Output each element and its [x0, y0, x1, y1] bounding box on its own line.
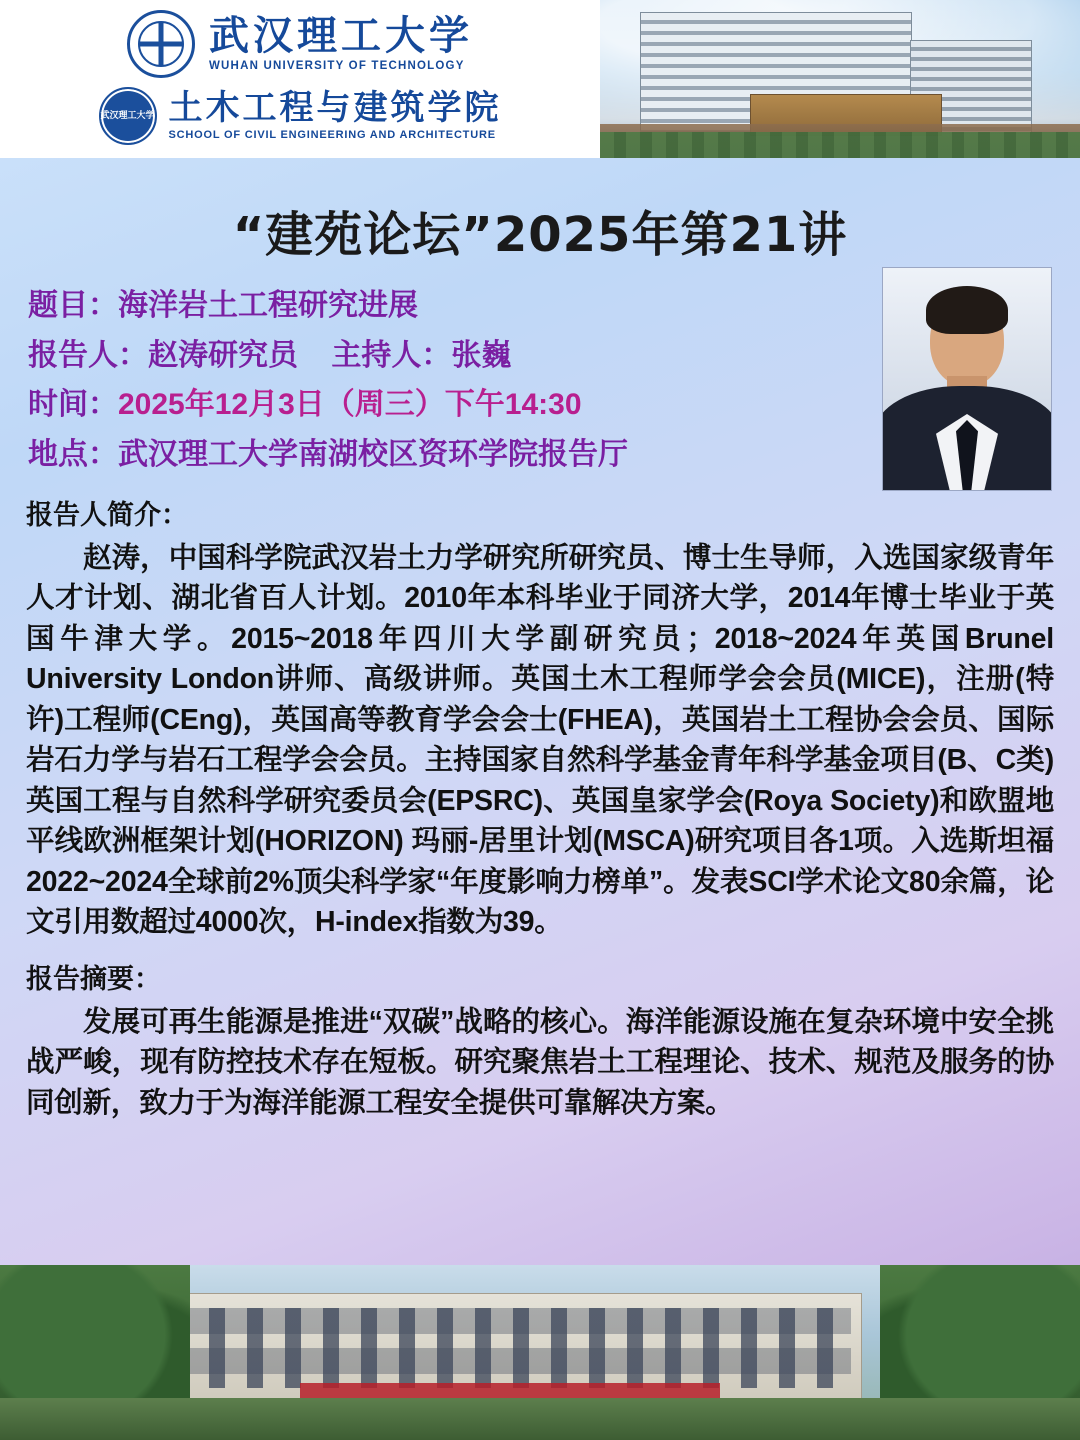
topic-label: 题目： [28, 289, 118, 322]
event-info [0, 275, 1080, 479]
bio-heading: 报告人简介： [26, 500, 188, 530]
header-campus-photo [600, 0, 1080, 158]
footer-campus-photo [0, 1265, 1080, 1440]
abstract-text: 发展可再生能源是推进“双碳”战略的核心。海洋能源设施在复杂环境中安全挑战严峻，现有防控技术存在短板。研究聚焦岩土工程理论、技术、规范及服务的协同创新，致力于为海洋能源工程安全提供可靠解决方案。 [26, 1005, 1054, 1119]
university-seal-icon [127, 10, 195, 78]
footer-banner [300, 1383, 720, 1399]
portrait-hair [926, 286, 1008, 334]
time-value: 2025年12月3日（周三）下午14:30 [118, 388, 582, 421]
host-label: 主持人： [331, 338, 452, 372]
photo-trees [600, 132, 1080, 158]
school-name-block [169, 91, 502, 141]
bio-section [0, 493, 1080, 943]
school-seal-icon: 武汉理工大学 [99, 87, 157, 145]
university-name-block [209, 11, 473, 73]
speaker-value: 赵涛研究员 [148, 338, 298, 372]
footer-building-windows [171, 1308, 851, 1388]
school-name-en: SCHOOL OF CIVIL ENGINEERING AND ARCHITECTURE [168, 129, 496, 141]
place-label: 地点： [28, 437, 118, 471]
university-name-cn: 武汉理工大学 [209, 11, 473, 59]
university-name-en: WUHAN UNIVERSITY OF TECHNOLOGY [209, 59, 465, 72]
footer-ground [0, 1398, 1080, 1440]
page-title: “建苑论坛”2025年第21讲 [232, 207, 848, 263]
abstract-section [0, 957, 1080, 1123]
header-logos [0, 0, 600, 158]
school-name-cn: 土木工程与建筑学院 [168, 89, 502, 127]
university-logo-row [127, 7, 473, 81]
poster-header [0, 0, 1080, 158]
speaker-portrait [882, 267, 1052, 491]
host-value: 张巍 [451, 338, 512, 372]
topic-value: 海洋岩土工程研究进展 [118, 289, 418, 322]
time-label: 时间： [28, 388, 118, 421]
bio-text: 赵涛，中国科学院武汉岩土力学研究所研究员、博士生导师，入选国家级青年人才计划、湖北省百人计划。2010年本科毕业于同济大学，2014年博士毕业于英国牛津大学。2015~2018年四川大学副研究员；2018~2024年英国Brunel University London讲师、高级讲师。英国土木工程师学会会员(MICE)，注册(特许)工程师(CEng)，英国高等教育学会会士(FHEA)，英国岩土工程协会会员、国际岩石力学与岩石工程学会会员。主持国家自然科学基金青年科学基金项目(B、C类)英国工程与自然科学研究委员会(EPSRC)、英国皇家学会(Roya Society)和欧盟地平线欧洲框架计划(HORIZON) 玛丽-居里计划(MSCA)研究项目各1项。入选斯坦福2022~2024全球前2%顶尖科学家“年度影响力榜单”。发表SCI学术论文80余篇，论文引用数超过4000次，H-index指数为39。 [26, 542, 1054, 939]
abstract-heading: 报告摘要： [26, 963, 161, 994]
speaker-label: 报告人： [28, 338, 148, 372]
school-logo-row [99, 81, 502, 151]
place-value: 武汉理工大学南湖校区资环学院报告厅 [118, 437, 628, 471]
